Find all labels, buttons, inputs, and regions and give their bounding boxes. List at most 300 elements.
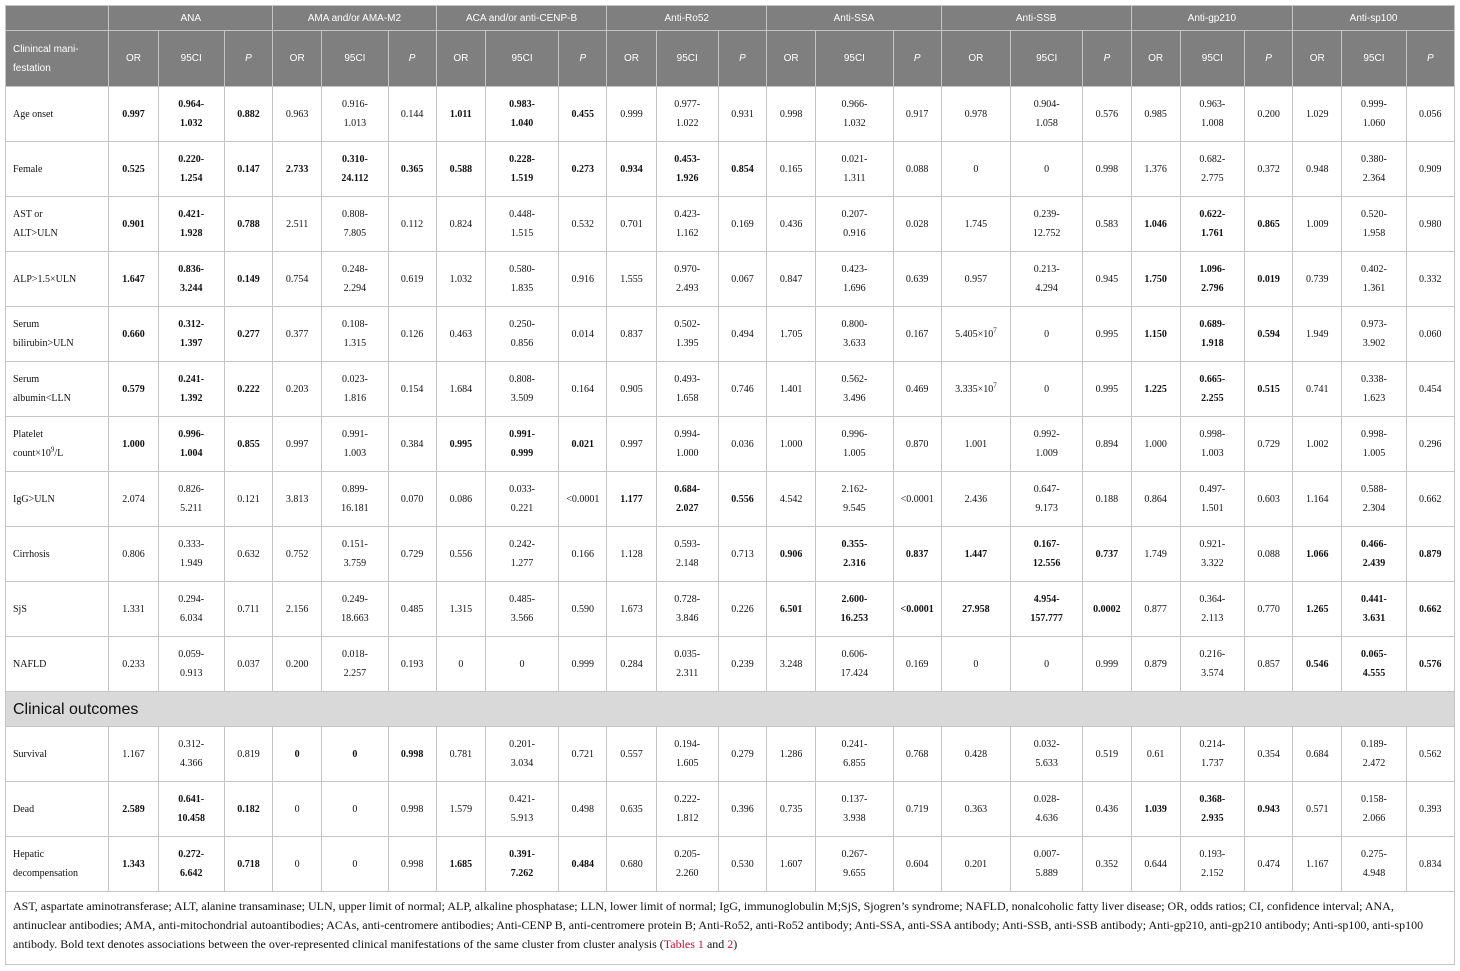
p-cell: 0.166: [559, 527, 607, 582]
p-cell: 0.070: [388, 472, 436, 527]
or-cell: 0.203: [273, 362, 322, 417]
or-cell: 0.901: [109, 197, 158, 252]
ci-cell: 0.249- 18.663: [322, 582, 388, 637]
or-cell: 0.525: [109, 142, 158, 197]
p-cell: 0.857: [1244, 637, 1292, 692]
ci-cell: 0.593- 2.148: [656, 527, 718, 582]
p-cell: 0.352: [1083, 837, 1131, 892]
section-title: Clinical outcomes: [6, 692, 1455, 727]
ci-cell: 0.023- 1.816: [322, 362, 388, 417]
ci-header: 95CI: [322, 31, 388, 87]
ci-cell: 4.954- 157.777: [1011, 582, 1083, 637]
table-row: [6, 197, 1455, 252]
or-header: OR: [1131, 31, 1180, 87]
row-label: SjS: [6, 582, 109, 637]
or-cell: 0.363: [941, 782, 1010, 837]
p-cell: 0.894: [1083, 417, 1131, 472]
or-cell: 1.009: [1293, 197, 1342, 252]
ci-cell: 0.808- 3.509: [485, 362, 558, 417]
or-cell: 1.001: [941, 417, 1010, 472]
or-cell: 1.745: [941, 197, 1010, 252]
or-cell: 0.847: [767, 252, 816, 307]
footnote-and: and: [703, 937, 728, 951]
or-cell: $5.405\times 10^7$: [941, 307, 1010, 362]
ci-cell: 0.497- 1.501: [1180, 472, 1244, 527]
ci-cell: 0.964- 1.032: [158, 87, 224, 142]
or-cell: 1.177: [607, 472, 656, 527]
ci-cell: 0.065- 4.555: [1342, 637, 1406, 692]
p-cell: 0.021: [559, 417, 607, 472]
or-cell: 0.934: [607, 142, 656, 197]
table-row: [6, 582, 1455, 637]
p-cell: 0.519: [1083, 727, 1131, 782]
p-cell: 0.737: [1083, 527, 1131, 582]
or-cell: $3.335\times 10^7$: [941, 362, 1010, 417]
or-cell: 0: [436, 637, 485, 692]
row-label: Cirrhosis: [6, 527, 109, 582]
p-cell: 0.028: [893, 197, 941, 252]
ci-cell: 0: [1011, 307, 1083, 362]
table-row: [6, 87, 1455, 142]
ci-cell: 0.448- 1.515: [485, 197, 558, 252]
or-cell: 2.156: [273, 582, 322, 637]
or-cell: 0.905: [607, 362, 656, 417]
ci-cell: 0.333- 1.949: [158, 527, 224, 582]
ci-cell: 0.205- 2.260: [656, 837, 718, 892]
p-cell: 0.154: [388, 362, 436, 417]
group-header: Anti-gp210: [1131, 6, 1293, 31]
ci-cell: 0.808- 7.805: [322, 197, 388, 252]
clinical-manifestation-header: [6, 31, 109, 87]
ci-cell: 0.216- 3.574: [1180, 637, 1244, 692]
ci-header: 95CI: [1011, 31, 1083, 87]
or-cell: 27.958: [941, 582, 1010, 637]
ci-cell: 0.137- 3.938: [816, 782, 893, 837]
p-cell: <0.0001: [893, 582, 941, 637]
or-cell: 1.685: [436, 837, 485, 892]
row-label: Serum albumin<LLN: [6, 362, 109, 417]
row-label: Hepatic decompensation: [6, 837, 109, 892]
p-cell: 0.372: [1244, 142, 1292, 197]
ci-cell: 0.310- 24.112: [322, 142, 388, 197]
or-cell: 1.128: [607, 527, 656, 582]
p-cell: 0.167: [893, 307, 941, 362]
or-cell: 0.752: [273, 527, 322, 582]
ci-header: 95CI: [1180, 31, 1244, 87]
table-row: [6, 417, 1455, 472]
or-cell: 0.701: [607, 197, 656, 252]
p-cell: 0.067: [718, 252, 766, 307]
ci-cell: 0.421- 5.913: [485, 782, 558, 837]
p-cell: 0.721: [559, 727, 607, 782]
ci-cell: 0.272- 6.642: [158, 837, 224, 892]
ci-cell: 0.921- 3.322: [1180, 527, 1244, 582]
ci-header: 95CI: [816, 31, 893, 87]
p-cell: 0.943: [1244, 782, 1292, 837]
ci-cell: 0.580- 1.835: [485, 252, 558, 307]
p-cell: 0.556: [718, 472, 766, 527]
group-header: Anti-SSA: [767, 6, 942, 31]
or-cell: 0.963: [273, 87, 322, 142]
ci-cell: 0.682- 2.775: [1180, 142, 1244, 197]
p-cell: 0.222: [224, 362, 272, 417]
or-cell: 0: [941, 142, 1010, 197]
or-cell: 2.589: [109, 782, 158, 837]
p-cell: 0.662: [1406, 582, 1454, 637]
p-cell: 0.576: [1083, 87, 1131, 142]
row-label: IgG>ULN: [6, 472, 109, 527]
ci-cell: 0.647- 9.173: [1011, 472, 1083, 527]
p-cell: 0.583: [1083, 197, 1131, 252]
p-cell: <0.0001: [893, 472, 941, 527]
p-cell: 0.854: [718, 142, 766, 197]
or-cell: 1.029: [1293, 87, 1342, 142]
footnote-row: [6, 892, 1455, 965]
ci-cell: 0.622- 1.761: [1180, 197, 1244, 252]
ci-cell: 0.294- 6.034: [158, 582, 224, 637]
p-cell: 0.147: [224, 142, 272, 197]
ci-cell: 0.641- 10.458: [158, 782, 224, 837]
p-cell: 0.945: [1083, 252, 1131, 307]
table-body: [6, 87, 1455, 965]
or-cell: 0.781: [436, 727, 485, 782]
ci-cell: 0.904- 1.058: [1011, 87, 1083, 142]
table-1-link[interactable]: Tables 1: [663, 937, 704, 951]
or-cell: 1.749: [1131, 527, 1180, 582]
ci-cell: 0.973- 3.902: [1342, 307, 1406, 362]
or-cell: 1.376: [1131, 142, 1180, 197]
or-cell: 1.150: [1131, 307, 1180, 362]
p-cell: 0.277: [224, 307, 272, 362]
results-table-container: [5, 5, 1455, 965]
or-cell: 1.673: [607, 582, 656, 637]
or-cell: 2.074: [109, 472, 158, 527]
p-cell: 0.770: [1244, 582, 1292, 637]
or-header: OR: [941, 31, 1010, 87]
ci-cell: 0.194- 1.605: [656, 727, 718, 782]
or-cell: 0: [273, 837, 322, 892]
p-cell: 0.999: [1083, 637, 1131, 692]
ci-cell: 0.028- 4.636: [1011, 782, 1083, 837]
footnote-text: AST, aspartate aminotransferase; ALT, alanine transaminase; ULN, upper limit of normal; ALP, alkaline phosphatase; LLN, lower limit of normal; IgG, immunoglobulin M;SjS, Sjogren’s syndrome; NAFLD, nonalcoholic fatty liver disease; OR, odds ratios; CI, confidence interval; ANA, antinuclear antibodies; AMA, anti-mitochondrial autoantibodies; ACAs, anti-centromere antibodies; Anti-CENP B, anti-centromere protein B; Anti-Ro52, anti-Ro52 antibody; Anti-SSA, anti-SSA antibody; Anti-SSB, anti-SSB antibody; Anti-gp210, anti-gp210 antibody; Anti-sp100, anti-sp100 antibody. Bold text denotes associations between the over-represented clinical manifestations of the same cluster from cluster analysis (: [13, 899, 1424, 951]
manifest-header-line-1: Clinincal mani-: [13, 43, 79, 55]
group-header: AMA and/or AMA-M2: [273, 6, 437, 31]
or-header: OR: [109, 31, 158, 87]
ci-header: 95CI: [1342, 31, 1406, 87]
ci-cell: 0.665- 2.255: [1180, 362, 1244, 417]
row-label: AST or ALT>ULN: [6, 197, 109, 252]
ci-cell: 0.485- 3.566: [485, 582, 558, 637]
ci-cell: 0.151- 3.759: [322, 527, 388, 582]
ci-cell: 0.220- 1.254: [158, 142, 224, 197]
p-cell: 0.719: [893, 782, 941, 837]
or-cell: 1.167: [109, 727, 158, 782]
ci-cell: 0.368- 2.935: [1180, 782, 1244, 837]
p-cell: 0.532: [559, 197, 607, 252]
ci-cell: 0.193- 2.152: [1180, 837, 1244, 892]
p-cell: 0.226: [718, 582, 766, 637]
or-cell: 0.557: [607, 727, 656, 782]
or-cell: 0.61: [1131, 727, 1180, 782]
p-cell: 0.729: [1244, 417, 1292, 472]
ci-cell: 0.241- 1.392: [158, 362, 224, 417]
row-label: Dead: [6, 782, 109, 837]
or-cell: 1.331: [109, 582, 158, 637]
or-cell: 6.501: [767, 582, 816, 637]
or-cell: 0.086: [436, 472, 485, 527]
p-cell: 0.855: [224, 417, 272, 472]
or-cell: 0.233: [109, 637, 158, 692]
table-row: [6, 527, 1455, 582]
row-label: Survival: [6, 727, 109, 782]
table-row: [6, 142, 1455, 197]
or-header: OR: [436, 31, 485, 87]
ci-cell: 0.992- 1.009: [1011, 417, 1083, 472]
row-label: Serum bilirubin>ULN: [6, 307, 109, 362]
p-cell: 0.164: [559, 362, 607, 417]
or-cell: 1.286: [767, 727, 816, 782]
or-cell: 0.165: [767, 142, 816, 197]
ci-cell: 0.998- 1.005: [1342, 417, 1406, 472]
ci-cell: 0.977- 1.022: [656, 87, 718, 142]
or-cell: 0.571: [1293, 782, 1342, 837]
or-cell: 1.000: [1131, 417, 1180, 472]
p-cell: 0.144: [388, 87, 436, 142]
header-corner: [6, 6, 109, 31]
p-cell: 0.037: [224, 637, 272, 692]
ci-cell: 0.189- 2.472: [1342, 727, 1406, 782]
p-cell: 0.916: [559, 252, 607, 307]
ci-cell: 0: [485, 637, 558, 692]
ci-cell: 0.493- 1.658: [656, 362, 718, 417]
p-cell: 0.711: [224, 582, 272, 637]
ci-cell: 0.007- 5.889: [1011, 837, 1083, 892]
p-cell: 0.729: [388, 527, 436, 582]
ci-cell: 0.963- 1.008: [1180, 87, 1244, 142]
table-row: [6, 307, 1455, 362]
ci-cell: 0.991- 0.999: [485, 417, 558, 472]
ci-cell: 0.239- 12.752: [1011, 197, 1083, 252]
or-cell: 0.997: [607, 417, 656, 472]
p-cell: 0.149: [224, 252, 272, 307]
p-cell: 0.036: [718, 417, 766, 472]
ci-cell: 0.991- 1.003: [322, 417, 388, 472]
p-cell: 0.484: [559, 837, 607, 892]
p-cell: 0.639: [893, 252, 941, 307]
p-cell: 0.239: [718, 637, 766, 692]
or-cell: 2.436: [941, 472, 1010, 527]
ci-cell: 0.836- 3.244: [158, 252, 224, 307]
or-cell: 0.739: [1293, 252, 1342, 307]
or-cell: 3.248: [767, 637, 816, 692]
or-cell: 0.806: [109, 527, 158, 582]
p-cell: 0.865: [1244, 197, 1292, 252]
p-cell: 0.455: [559, 87, 607, 142]
p-cell: 0.931: [718, 87, 766, 142]
or-cell: 0.428: [941, 727, 1010, 782]
table-row: [6, 837, 1455, 892]
ci-header: 95CI: [158, 31, 224, 87]
p-cell: 0.713: [718, 527, 766, 582]
ci-cell: 2.162- 9.545: [816, 472, 893, 527]
ci-cell: 0.018- 2.257: [322, 637, 388, 692]
p-cell: 0.498: [559, 782, 607, 837]
p-cell: 0.436: [1083, 782, 1131, 837]
p-cell: 0.515: [1244, 362, 1292, 417]
ci-cell: 0.996- 1.004: [158, 417, 224, 472]
p-header: P: [1083, 31, 1131, 87]
or-cell: 0.754: [273, 252, 322, 307]
or-cell: 3.813: [273, 472, 322, 527]
or-cell: 0.377: [273, 307, 322, 362]
or-cell: 0.864: [1131, 472, 1180, 527]
row-label: Age onset: [6, 87, 109, 142]
or-cell: 1.167: [1293, 837, 1342, 892]
or-cell: 1.000: [767, 417, 816, 472]
or-cell: 0.741: [1293, 362, 1342, 417]
p-cell: 0.014: [559, 307, 607, 362]
ci-cell: 0: [1011, 637, 1083, 692]
p-cell: 0.788: [224, 197, 272, 252]
ci-cell: 0.966- 1.032: [816, 87, 893, 142]
table-2-link[interactable]: 2: [727, 937, 734, 951]
p-cell: 0.837: [893, 527, 941, 582]
ci-cell: 0.423- 1.696: [816, 252, 893, 307]
ci-cell: 0: [322, 837, 388, 892]
or-cell: 0.997: [273, 417, 322, 472]
p-cell: 0.870: [893, 417, 941, 472]
or-cell: 1.046: [1131, 197, 1180, 252]
ci-cell: 0.606- 17.424: [816, 637, 893, 692]
p-cell: 0.182: [224, 782, 272, 837]
p-cell: 0.474: [1244, 837, 1292, 892]
p-cell: 0.296: [1406, 417, 1454, 472]
ci-cell: 0: [1011, 142, 1083, 197]
ci-cell: 0.241- 6.855: [816, 727, 893, 782]
or-cell: 1.555: [607, 252, 656, 307]
or-cell: 0.997: [109, 87, 158, 142]
p-cell: 0.126: [388, 307, 436, 362]
p-cell: 0.494: [718, 307, 766, 362]
p-cell: 0.576: [1406, 637, 1454, 692]
or-cell: 1.225: [1131, 362, 1180, 417]
ci-cell: 0.800- 3.633: [816, 307, 893, 362]
or-cell: 1.315: [436, 582, 485, 637]
ci-cell: 0: [322, 782, 388, 837]
or-cell: 1.949: [1293, 307, 1342, 362]
p-cell: 0.469: [893, 362, 941, 417]
or-cell: 1.032: [436, 252, 485, 307]
ci-cell: 0: [1011, 362, 1083, 417]
or-cell: 1.579: [436, 782, 485, 837]
ci-cell: 0.312- 4.366: [158, 727, 224, 782]
p-cell: 0.273: [559, 142, 607, 197]
ci-cell: 0.502- 1.395: [656, 307, 718, 362]
ci-cell: 0.033- 0.221: [485, 472, 558, 527]
ci-cell: 0.214- 1.737: [1180, 727, 1244, 782]
or-cell: 0.998: [767, 87, 816, 142]
or-cell: 0: [273, 782, 322, 837]
or-cell: 1.002: [1293, 417, 1342, 472]
or-cell: 0.684: [1293, 727, 1342, 782]
group-header: ACA and/or anti-CENP-B: [436, 6, 607, 31]
p-cell: 0.169: [893, 637, 941, 692]
ci-cell: 0.355- 2.316: [816, 527, 893, 582]
p-cell: <0.0001: [559, 472, 607, 527]
manifest-header-line-2: festation: [13, 62, 51, 74]
p-cell: 0.879: [1406, 527, 1454, 582]
or-cell: 0.579: [109, 362, 158, 417]
ci-cell: 0.423- 1.162: [656, 197, 718, 252]
ci-cell: 0: [322, 727, 388, 782]
p-cell: 0.603: [1244, 472, 1292, 527]
or-header: OR: [767, 31, 816, 87]
row-label: Female: [6, 142, 109, 197]
or-cell: 0.635: [607, 782, 656, 837]
p-header: P: [893, 31, 941, 87]
ci-cell: 0.021- 1.311: [816, 142, 893, 197]
p-cell: 0.834: [1406, 837, 1454, 892]
p-cell: 0.530: [718, 837, 766, 892]
ci-cell: 0.242- 1.277: [485, 527, 558, 582]
p-cell: 0.0002: [1083, 582, 1131, 637]
or-cell: 1.066: [1293, 527, 1342, 582]
ci-cell: 0.222- 1.812: [656, 782, 718, 837]
or-cell: 4.542: [767, 472, 816, 527]
or-header: OR: [273, 31, 322, 87]
group-header: Anti-sp100: [1293, 6, 1455, 31]
or-cell: 1.607: [767, 837, 816, 892]
or-cell: 0.556: [436, 527, 485, 582]
ci-cell: 0.684- 2.027: [656, 472, 718, 527]
ci-cell: 0.158- 2.066: [1342, 782, 1406, 837]
p-header: P: [718, 31, 766, 87]
ci-cell: 0.562- 3.496: [816, 362, 893, 417]
p-cell: 0.056: [1406, 87, 1454, 142]
group-header: Anti-Ro52: [607, 6, 767, 31]
ci-cell: 0.899- 16.181: [322, 472, 388, 527]
or-header: OR: [1293, 31, 1342, 87]
p-header: P: [1244, 31, 1292, 87]
footnote: [6, 892, 1455, 965]
ci-cell: 0.380- 2.364: [1342, 142, 1406, 197]
ci-cell: 0.994- 1.000: [656, 417, 718, 472]
ci-cell: 0.983- 1.040: [485, 87, 558, 142]
ci-cell: 0.108- 1.315: [322, 307, 388, 362]
p-cell: 0.604: [893, 837, 941, 892]
p-cell: 0.169: [718, 197, 766, 252]
ci-cell: 0.250- 0.856: [485, 307, 558, 362]
ci-cell: 0.059- 0.913: [158, 637, 224, 692]
p-cell: 0.998: [1083, 142, 1131, 197]
or-cell: 0.200: [273, 637, 322, 692]
p-cell: 0.998: [388, 782, 436, 837]
p-cell: 0.718: [224, 837, 272, 892]
or-cell: 0.824: [436, 197, 485, 252]
p-cell: 0.590: [559, 582, 607, 637]
p-cell: 0.384: [388, 417, 436, 472]
p-cell: 0.980: [1406, 197, 1454, 252]
or-cell: 0.644: [1131, 837, 1180, 892]
p-cell: 0.998: [388, 727, 436, 782]
or-cell: 0.284: [607, 637, 656, 692]
p-header: P: [1406, 31, 1454, 87]
ci-cell: 0.520- 1.958: [1342, 197, 1406, 252]
p-header: P: [224, 31, 272, 87]
ci-cell: 0.167- 12.556: [1011, 527, 1083, 582]
or-cell: 0.201: [941, 837, 1010, 892]
p-cell: 0.354: [1244, 727, 1292, 782]
